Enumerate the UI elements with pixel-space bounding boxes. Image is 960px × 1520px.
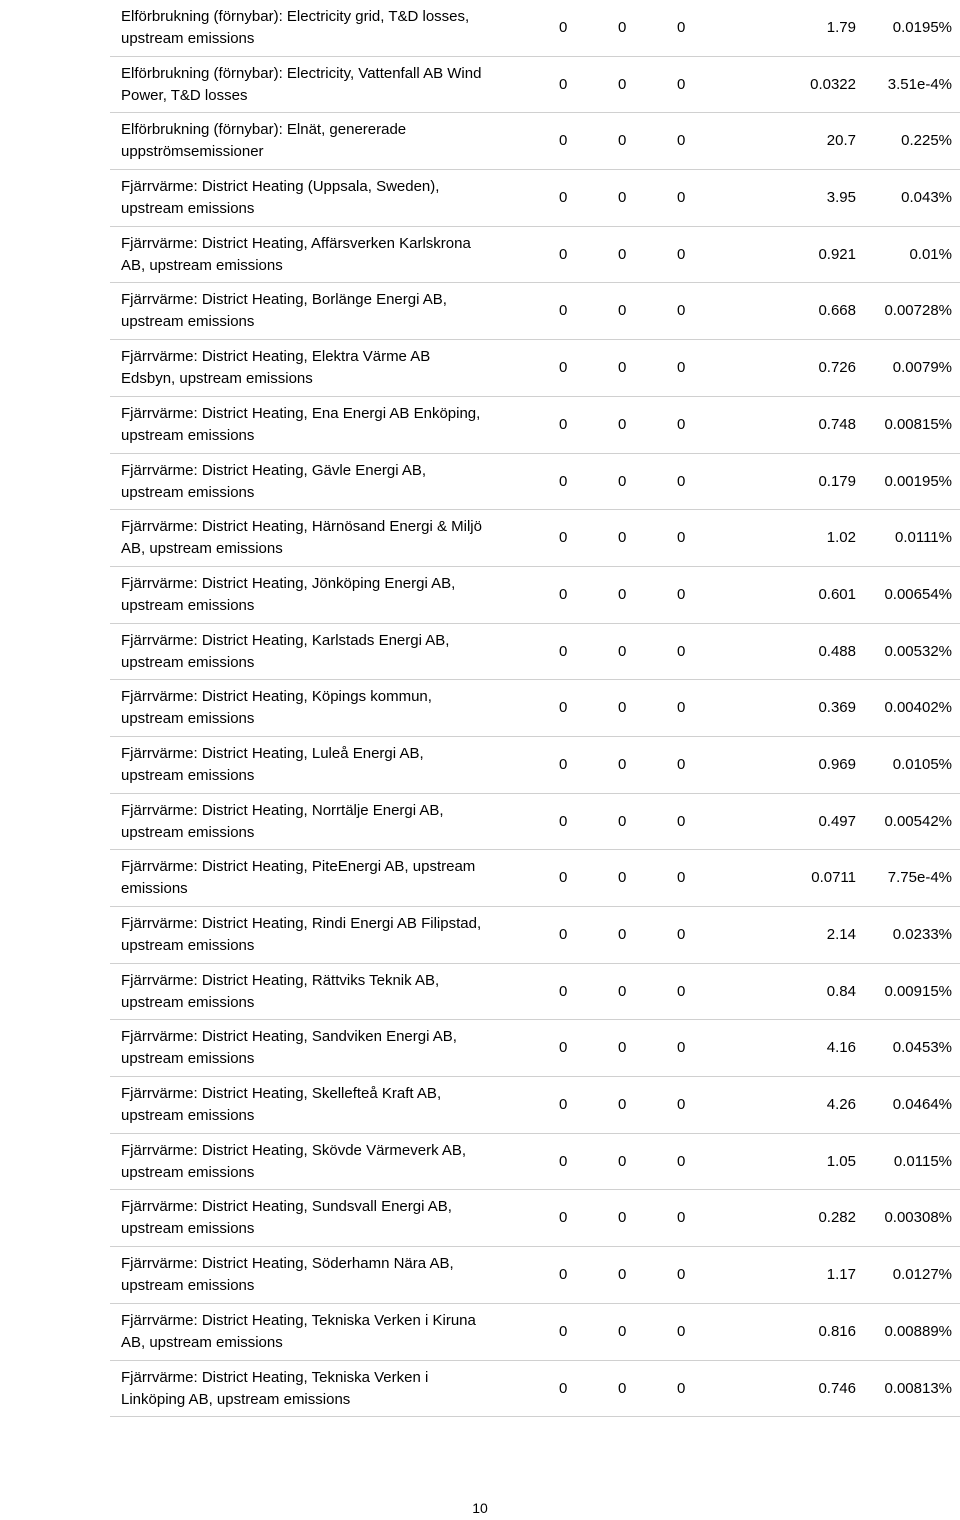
cell-share: 0.0453%	[892, 1039, 952, 1057]
table-row	[110, 1190, 960, 1247]
cell-col-3: 0	[677, 926, 686, 943]
cell-value: 0.726	[818, 359, 856, 377]
cell-col-1: 0	[559, 642, 568, 660]
cell-col-2: 0	[618, 982, 627, 1000]
cell-col-3: 0	[677, 1266, 686, 1284]
cell-col-3: 0	[677, 1209, 686, 1227]
cell-col-2: 0	[618, 415, 627, 433]
row-label: Elförbrukning (förnybar): Elnät, genererade uppströmsemissioner	[121, 121, 407, 161]
row-label: Fjärrvärme: District Heating, Borlänge Energi AB, upstream emissions	[121, 291, 447, 331]
cell-share: 0.00889%	[884, 1322, 952, 1340]
table-row	[110, 170, 960, 227]
cell-value: 0.497	[818, 812, 856, 830]
table-row	[110, 227, 960, 284]
row-label: Fjärrvärme: District Heating, Sandviken Energi AB, upstream emissions	[121, 1028, 457, 1068]
cell-share: 0.0105%	[892, 755, 952, 773]
cell-col-2: 0	[618, 642, 627, 660]
table-row	[110, 1020, 960, 1077]
cell-col-3: 0	[677, 1039, 686, 1057]
cell-value: 0.179	[818, 472, 856, 490]
cell-col-2: 0	[618, 585, 627, 603]
cell-value: 0.282	[818, 1209, 856, 1227]
cell-value: 0.748	[818, 415, 856, 433]
row-label: Fjärrvärme: District Heating, Karlstads Energi AB, upstream emissions	[121, 631, 450, 671]
table-row	[110, 737, 960, 794]
cell-col-3: 0	[677, 472, 686, 490]
cell-share: 0.00915%	[884, 982, 952, 1000]
cell-col-1: 0	[559, 529, 568, 547]
cell-col-3: 0	[677, 699, 686, 717]
cell-share: 0.0127%	[892, 1266, 952, 1284]
cell-col-1: 0	[559, 1152, 568, 1170]
cell-col-3: 0	[677, 245, 686, 263]
row-label: Elförbrukning (förnybar): Electricity, Vattenfall AB Wind Power, T&D losses	[121, 64, 482, 104]
table-row	[110, 907, 960, 964]
row-label: Fjärrvärme: District Heating, Rättviks Teknik AB, upstream emissions	[121, 971, 440, 1011]
cell-value: 2.14	[826, 926, 856, 943]
cell-col-1: 0	[559, 359, 568, 377]
cell-col-1: 0	[559, 1039, 568, 1057]
cell-col-2: 0	[618, 1152, 627, 1170]
cell-col-1: 0	[559, 812, 568, 830]
cell-col-2: 0	[618, 1379, 627, 1397]
table-row	[110, 454, 960, 511]
cell-col-1: 0	[559, 982, 568, 1000]
emissions-table	[110, 0, 960, 1417]
table-row	[110, 0, 960, 57]
cell-value: 4.26	[826, 1096, 856, 1114]
cell-value: 0.84	[826, 982, 856, 1000]
cell-col-2: 0	[618, 1322, 627, 1340]
cell-col-1: 0	[559, 415, 568, 433]
cell-col-2: 0	[618, 189, 627, 207]
cell-col-2: 0	[618, 1266, 627, 1284]
cell-col-1: 0	[559, 1266, 568, 1284]
cell-share: 0.00532%	[884, 642, 952, 660]
row-label: Fjärrvärme: District Heating, Elektra Värme AB Edsbyn, upstream emissions	[121, 348, 431, 388]
cell-col-2: 0	[618, 699, 627, 717]
cell-col-3: 0	[677, 1322, 686, 1340]
cell-col-1: 0	[559, 75, 568, 93]
row-label: Fjärrvärme: District Heating, Affärsverken Karlskrona AB, upstream emissions	[121, 234, 471, 274]
cell-value: 1.79	[826, 19, 856, 36]
page-number: 10	[472, 1500, 488, 1516]
table-row	[110, 283, 960, 340]
cell-col-2: 0	[618, 869, 627, 887]
row-label: Elförbrukning (förnybar): Electricity grid, T&D losses, upstream emissions	[121, 8, 470, 47]
row-label: Fjärrvärme: District Heating, Tekniska Verken i Kiruna AB, upstream emissions	[121, 1311, 476, 1351]
cell-value: 0.668	[818, 302, 856, 320]
cell-col-2: 0	[618, 19, 627, 36]
cell-share: 0.0079%	[892, 359, 952, 377]
cell-col-1: 0	[559, 1096, 568, 1114]
cell-col-1: 0	[559, 699, 568, 717]
cell-col-2: 0	[618, 1209, 627, 1227]
table-row	[110, 850, 960, 907]
cell-col-2: 0	[618, 812, 627, 830]
row-label: Fjärrvärme: District Heating, Luleå Energi AB, upstream emissions	[121, 744, 424, 784]
cell-col-3: 0	[677, 1096, 686, 1114]
row-label: Fjärrvärme: District Heating, Tekniska Verken i Linköping AB, upstream emissions	[121, 1368, 429, 1408]
cell-col-3: 0	[677, 75, 686, 93]
cell-col-2: 0	[618, 359, 627, 377]
cell-share: 0.00308%	[884, 1209, 952, 1227]
cell-col-3: 0	[677, 869, 686, 887]
cell-col-2: 0	[618, 472, 627, 490]
row-label: Fjärrvärme: District Heating, Norrtälje Energi AB, upstream emissions	[121, 801, 444, 841]
row-label: Fjärrvärme: District Heating, Gävle Energi AB, upstream emissions	[121, 461, 427, 501]
row-label: Fjärrvärme: District Heating, Ena Energi AB Enköping, upstream emissions	[121, 404, 481, 444]
cell-value: 1.17	[826, 1266, 856, 1284]
row-label: Fjärrvärme: District Heating, PiteEnergi AB, upstream emissions	[121, 858, 476, 898]
cell-col-3: 0	[677, 982, 686, 1000]
cell-value: 3.95	[826, 189, 856, 207]
cell-col-1: 0	[559, 1209, 568, 1227]
cell-share: 0.00195%	[884, 472, 952, 490]
table-row	[110, 397, 960, 454]
row-label: Fjärrvärme: District Heating (Uppsala, Sweden), upstream emissions	[121, 178, 440, 218]
cell-value: 0.488	[818, 642, 856, 660]
cell-col-1: 0	[559, 19, 568, 36]
cell-share: 7.75e-4%	[887, 869, 952, 887]
cell-col-1: 0	[559, 302, 568, 320]
cell-col-1: 0	[559, 189, 568, 207]
table-row	[110, 1077, 960, 1134]
cell-col-2: 0	[618, 302, 627, 320]
cell-col-2: 0	[618, 75, 627, 93]
cell-value: 0.746	[818, 1379, 856, 1397]
table-row	[110, 510, 960, 567]
cell-col-2: 0	[618, 132, 627, 150]
cell-col-1: 0	[559, 1379, 568, 1397]
row-label: Fjärrvärme: District Heating, Skövde Värmeverk AB, upstream emissions	[121, 1141, 467, 1181]
cell-value: 1.05	[826, 1152, 856, 1170]
table-row	[110, 113, 960, 170]
row-label: Fjärrvärme: District Heating, Söderhamn Nära AB, upstream emissions	[121, 1255, 454, 1295]
cell-value: 0.969	[818, 755, 856, 773]
cell-value: 4.16	[826, 1039, 856, 1057]
cell-col-1: 0	[559, 755, 568, 773]
cell-value: 0.601	[818, 585, 856, 603]
cell-col-2: 0	[618, 1096, 627, 1114]
cell-share: 0.0464%	[892, 1096, 952, 1114]
table-row	[110, 964, 960, 1021]
cell-col-1: 0	[559, 869, 568, 887]
cell-col-1: 0	[559, 926, 568, 943]
cell-share: 0.00728%	[884, 302, 952, 320]
cell-col-1: 0	[559, 585, 568, 603]
cell-col-2: 0	[618, 1039, 627, 1057]
cell-col-1: 0	[559, 132, 568, 150]
cell-share: 0.0233%	[892, 926, 952, 943]
cell-col-3: 0	[677, 1379, 686, 1397]
cell-col-3: 0	[677, 415, 686, 433]
cell-col-2: 0	[618, 926, 627, 943]
row-label: Fjärrvärme: District Heating, Rindi Energi AB Filipstad, upstream emissions	[121, 915, 482, 954]
cell-col-2: 0	[618, 755, 627, 773]
cell-share: 0.00813%	[884, 1379, 952, 1397]
cell-col-3: 0	[677, 19, 686, 36]
table-row	[110, 680, 960, 737]
table-row	[110, 57, 960, 114]
row-label: Fjärrvärme: District Heating, Skellefteå Kraft AB, upstream emissions	[121, 1085, 442, 1125]
cell-col-3: 0	[677, 302, 686, 320]
cell-col-3: 0	[677, 359, 686, 377]
cell-share: 0.01%	[909, 245, 952, 263]
table-row	[110, 1134, 960, 1191]
cell-share: 0.0111%	[895, 529, 952, 547]
table-row	[110, 794, 960, 851]
cell-col-1: 0	[559, 472, 568, 490]
table-row	[110, 1247, 960, 1304]
cell-value: 0.0711	[811, 869, 856, 887]
row-label: Fjärrvärme: District Heating, Jönköping Energi AB, upstream emissions	[121, 574, 456, 614]
cell-share: 0.225%	[901, 132, 952, 150]
cell-value: 0.369	[818, 699, 856, 717]
table-row	[110, 624, 960, 681]
cell-col-2: 0	[618, 245, 627, 263]
table-row	[110, 1304, 960, 1361]
cell-col-3: 0	[677, 755, 686, 773]
cell-value: 0.921	[818, 245, 856, 263]
cell-share: 0.043%	[901, 189, 952, 207]
cell-share: 0.00542%	[884, 812, 952, 830]
cell-col-3: 0	[677, 812, 686, 830]
cell-col-3: 0	[677, 189, 686, 207]
table-row	[110, 340, 960, 397]
cell-value: 0.0322	[810, 75, 856, 93]
row-label: Fjärrvärme: District Heating, Sundsvall Energi AB, upstream emissions	[121, 1198, 452, 1238]
cell-col-3: 0	[677, 529, 686, 547]
cell-col-3: 0	[677, 642, 686, 660]
cell-share: 0.00654%	[884, 585, 952, 603]
cell-col-1: 0	[559, 1322, 568, 1340]
cell-share: 0.00402%	[884, 699, 952, 717]
row-label: Fjärrvärme: District Heating, Härnösand Energi & Miljö AB, upstream emissions	[121, 518, 482, 558]
table-row	[110, 1361, 960, 1418]
cell-share: 0.0115%	[893, 1152, 952, 1170]
cell-col-3: 0	[677, 585, 686, 603]
cell-col-3: 0	[677, 132, 686, 150]
cell-col-1: 0	[559, 245, 568, 263]
row-label: Fjärrvärme: District Heating, Köpings kommun, upstream emissions	[121, 688, 432, 728]
cell-value: 1.02	[826, 529, 856, 547]
table-row	[110, 567, 960, 624]
cell-value: 20.7	[826, 132, 856, 150]
cell-share: 0.00815%	[884, 415, 952, 433]
cell-share: 3.51e-4%	[887, 75, 952, 93]
cell-value: 0.816	[818, 1322, 856, 1340]
cell-col-2: 0	[618, 529, 627, 547]
cell-share: 0.0195%	[892, 19, 952, 36]
cell-col-3: 0	[677, 1152, 686, 1170]
